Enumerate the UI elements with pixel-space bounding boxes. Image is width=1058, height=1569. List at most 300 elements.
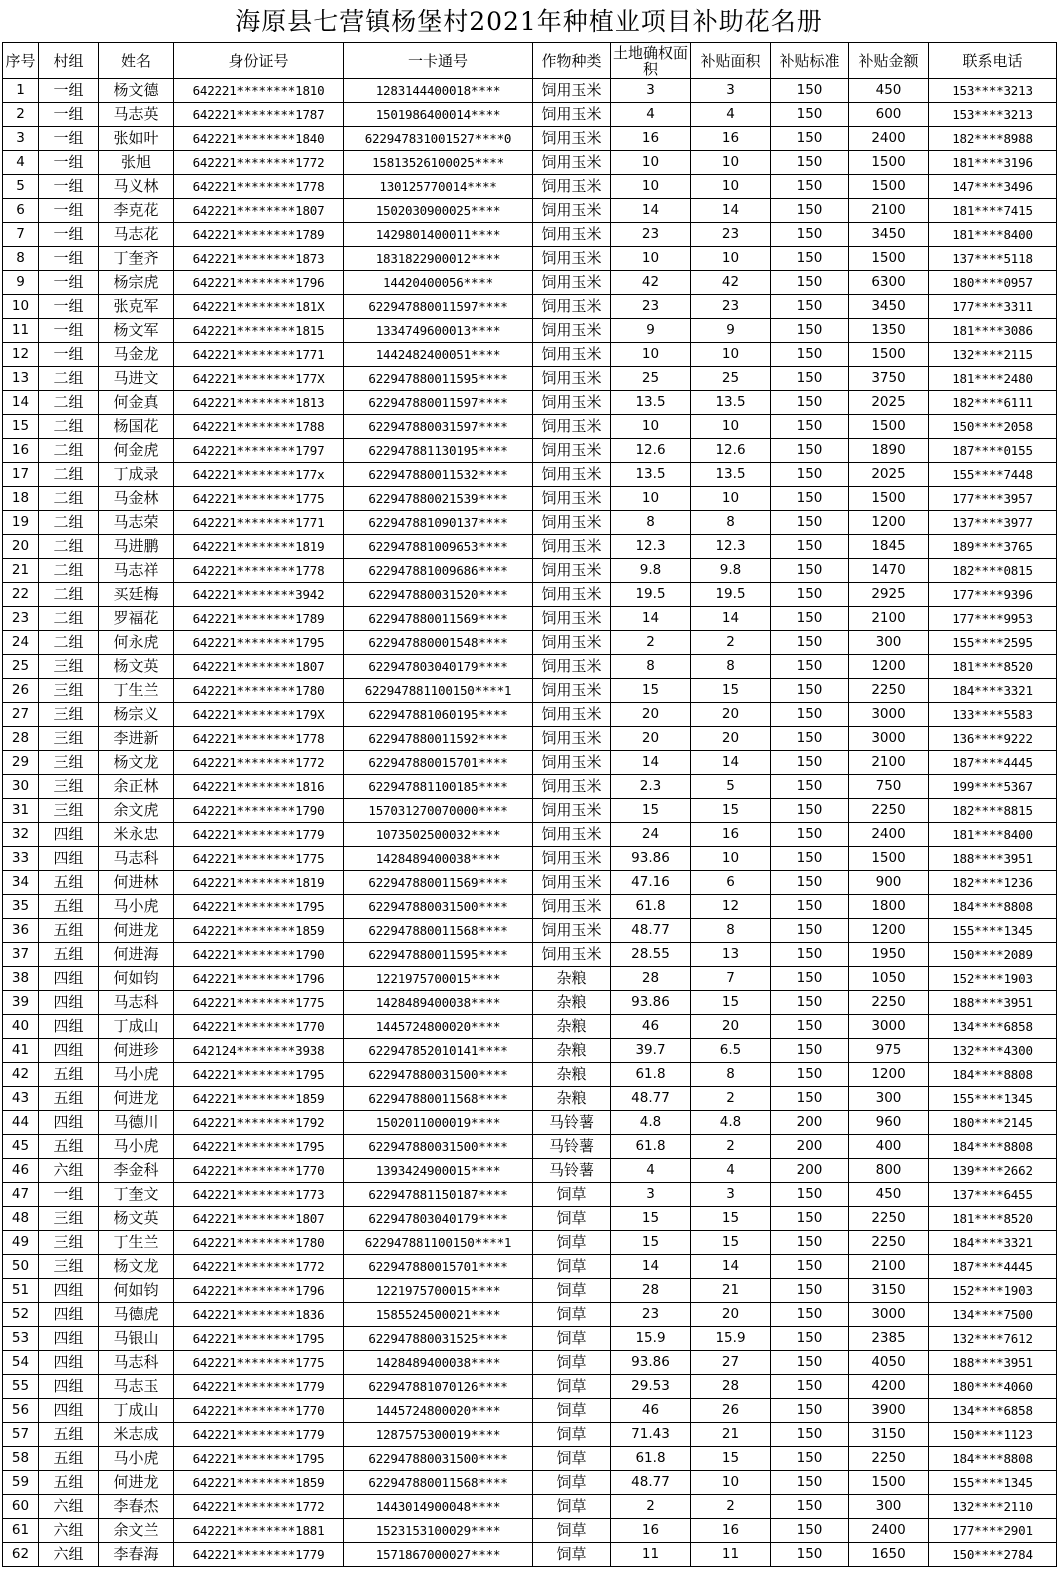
cell-id-number: 642221********177X: [174, 367, 344, 391]
cell-id-number: 642221********1859: [174, 1471, 344, 1495]
cell-name: 丁成山: [99, 1015, 174, 1039]
cell-subsidy-rate: 150: [771, 199, 849, 223]
cell-subsidy-area: 20: [691, 703, 771, 727]
col-header-subsidy-amount: 补贴金额: [849, 43, 929, 79]
cell-seq: 59: [3, 1471, 39, 1495]
cell-group: 四组: [39, 967, 99, 991]
cell-land-area: 39.7: [611, 1039, 691, 1063]
cell-subsidy-rate: 150: [771, 775, 849, 799]
cell-name: 杨宗虎: [99, 271, 174, 295]
cell-subsidy-area: 4.8: [691, 1111, 771, 1135]
cell-id-number: 642221********1770: [174, 1159, 344, 1183]
cell-land-area: 14: [611, 751, 691, 775]
cell-seq: 32: [3, 823, 39, 847]
cell-crop-type: 饲用玉米: [533, 199, 611, 223]
cell-subsidy-rate: 150: [771, 175, 849, 199]
cell-card-number: 1428489400038****: [344, 1351, 533, 1375]
cell-name: 李进新: [99, 727, 174, 751]
table-row: [3, 799, 1057, 823]
cell-subsidy-area: 2: [691, 1135, 771, 1159]
cell-phone: 180****2145: [929, 1111, 1057, 1135]
cell-subsidy-area: 10: [691, 343, 771, 367]
cell-phone: 182****0815: [929, 559, 1057, 583]
cell-card-number: 622947880011532****: [344, 463, 533, 487]
cell-id-number: 642221********1772: [174, 151, 344, 175]
cell-phone: 181****8400: [929, 223, 1057, 247]
cell-card-number: 622947880031500****: [344, 1135, 533, 1159]
table-row: [3, 1495, 1057, 1519]
cell-subsidy-amount: 4200: [849, 1375, 929, 1399]
cell-crop-type: 饲用玉米: [533, 343, 611, 367]
cell-subsidy-area: 3: [691, 79, 771, 103]
table-row: [3, 1087, 1057, 1111]
table-row: [3, 1303, 1057, 1327]
cell-name: 马志荣: [99, 511, 174, 535]
cell-name: 何如钧: [99, 1279, 174, 1303]
cell-seq: 15: [3, 415, 39, 439]
subsidy-table: [2, 42, 1057, 1567]
cell-subsidy-amount: 3450: [849, 295, 929, 319]
cell-land-area: 13.5: [611, 391, 691, 415]
cell-name: 马志玉: [99, 1375, 174, 1399]
cell-phone: 184****8808: [929, 1447, 1057, 1471]
cell-subsidy-area: 27: [691, 1351, 771, 1375]
cell-card-number: 157031270070000****: [344, 799, 533, 823]
cell-land-area: 10: [611, 415, 691, 439]
cell-phone: 150****2089: [929, 943, 1057, 967]
cell-phone: 155****1345: [929, 1471, 1057, 1495]
cell-name: 马义林: [99, 175, 174, 199]
cell-group: 五组: [39, 1135, 99, 1159]
cell-seq: 20: [3, 535, 39, 559]
cell-seq: 16: [3, 439, 39, 463]
cell-crop-type: 马铃薯: [533, 1111, 611, 1135]
cell-land-area: 11: [611, 1543, 691, 1567]
cell-subsidy-amount: 1500: [849, 175, 929, 199]
cell-phone: 177****9953: [929, 607, 1057, 631]
cell-crop-type: 饲用玉米: [533, 271, 611, 295]
cell-group: 三组: [39, 1207, 99, 1231]
cell-subsidy-amount: 3000: [849, 703, 929, 727]
cell-land-area: 16: [611, 1519, 691, 1543]
cell-subsidy-amount: 1800: [849, 895, 929, 919]
cell-subsidy-area: 19.5: [691, 583, 771, 607]
cell-card-number: 1283144400018****: [344, 79, 533, 103]
cell-card-number: 622947880001548****: [344, 631, 533, 655]
cell-subsidy-amount: 2100: [849, 1255, 929, 1279]
cell-name: 马志科: [99, 847, 174, 871]
cell-crop-type: 饲草: [533, 1495, 611, 1519]
cell-subsidy-amount: 1500: [849, 247, 929, 271]
cell-land-area: 20: [611, 727, 691, 751]
cell-card-number: 622947880031500****: [344, 1063, 533, 1087]
cell-subsidy-amount: 1500: [849, 415, 929, 439]
cell-land-area: 28: [611, 1279, 691, 1303]
cell-name: 丁奎齐: [99, 247, 174, 271]
cell-subsidy-area: 9.8: [691, 559, 771, 583]
cell-land-area: 23: [611, 223, 691, 247]
cell-subsidy-rate: 200: [771, 1111, 849, 1135]
cell-phone: 150****2784: [929, 1543, 1057, 1567]
cell-crop-type: 饲用玉米: [533, 367, 611, 391]
cell-subsidy-amount: 300: [849, 1087, 929, 1111]
cell-group: 五组: [39, 1087, 99, 1111]
cell-card-number: 622947881100150****1: [344, 679, 533, 703]
cell-land-area: 10: [611, 175, 691, 199]
cell-subsidy-area: 26: [691, 1399, 771, 1423]
cell-land-area: 8: [611, 655, 691, 679]
cell-phone: 132****2115: [929, 343, 1057, 367]
cell-subsidy-amount: 2100: [849, 607, 929, 631]
cell-land-area: 10: [611, 151, 691, 175]
cell-land-area: 71.43: [611, 1423, 691, 1447]
cell-id-number: 642221********1778: [174, 727, 344, 751]
cell-subsidy-rate: 150: [771, 727, 849, 751]
cell-name: 马志祥: [99, 559, 174, 583]
table-row: [3, 1423, 1057, 1447]
cell-group: 三组: [39, 655, 99, 679]
cell-crop-type: 饲用玉米: [533, 511, 611, 535]
cell-subsidy-amount: 2250: [849, 1207, 929, 1231]
cell-crop-type: 饲草: [533, 1399, 611, 1423]
cell-name: 马小虎: [99, 895, 174, 919]
cell-id-number: 642221********1790: [174, 799, 344, 823]
cell-card-number: 1287575300019****: [344, 1423, 533, 1447]
cell-group: 二组: [39, 487, 99, 511]
col-header-card-number: 一卡通号: [344, 43, 533, 79]
cell-subsidy-area: 13.5: [691, 391, 771, 415]
cell-group: 二组: [39, 559, 99, 583]
cell-subsidy-area: 8: [691, 919, 771, 943]
cell-card-number: 1445724800020****: [344, 1399, 533, 1423]
cell-group: 五组: [39, 871, 99, 895]
cell-card-number: 1502011000019****: [344, 1111, 533, 1135]
cell-subsidy-rate: 150: [771, 823, 849, 847]
cell-subsidy-area: 4: [691, 1159, 771, 1183]
cell-id-number: 642221********1775: [174, 991, 344, 1015]
cell-card-number: 1831822900012****: [344, 247, 533, 271]
cell-id-number: 642221********1770: [174, 1015, 344, 1039]
cell-crop-type: 饲草: [533, 1519, 611, 1543]
cell-subsidy-area: 10: [691, 415, 771, 439]
cell-subsidy-area: 10: [691, 247, 771, 271]
table-row: [3, 295, 1057, 319]
cell-seq: 52: [3, 1303, 39, 1327]
cell-crop-type: 饲用玉米: [533, 607, 611, 631]
cell-subsidy-amount: 3450: [849, 223, 929, 247]
cell-land-area: 4.8: [611, 1111, 691, 1135]
cell-subsidy-rate: 150: [771, 631, 849, 655]
cell-crop-type: 饲用玉米: [533, 415, 611, 439]
cell-subsidy-area: 15.9: [691, 1327, 771, 1351]
cell-group: 二组: [39, 607, 99, 631]
cell-crop-type: 饲用玉米: [533, 175, 611, 199]
cell-subsidy-area: 13: [691, 943, 771, 967]
cell-name: 何金真: [99, 391, 174, 415]
cell-seq: 10: [3, 295, 39, 319]
cell-subsidy-rate: 150: [771, 1543, 849, 1567]
cell-subsidy-area: 14: [691, 199, 771, 223]
cell-subsidy-rate: 150: [771, 751, 849, 775]
cell-subsidy-area: 23: [691, 295, 771, 319]
cell-subsidy-amount: 2250: [849, 679, 929, 703]
cell-crop-type: 饲用玉米: [533, 703, 611, 727]
cell-phone: 177****2901: [929, 1519, 1057, 1543]
cell-subsidy-amount: 4050: [849, 1351, 929, 1375]
cell-subsidy-amount: 1200: [849, 919, 929, 943]
cell-card-number: 622947880011597****: [344, 391, 533, 415]
cell-subsidy-area: 8: [691, 511, 771, 535]
cell-subsidy-area: 21: [691, 1423, 771, 1447]
cell-name: 丁生兰: [99, 1231, 174, 1255]
cell-phone: 181****3196: [929, 151, 1057, 175]
col-header-crop-type: 作物种类: [533, 43, 611, 79]
cell-subsidy-rate: 150: [771, 1015, 849, 1039]
cell-seq: 33: [3, 847, 39, 871]
cell-group: 一组: [39, 79, 99, 103]
cell-subsidy-rate: 150: [771, 223, 849, 247]
cell-phone: 133****5583: [929, 703, 1057, 727]
cell-seq: 56: [3, 1399, 39, 1423]
cell-seq: 2: [3, 103, 39, 127]
cell-phone: 177****9396: [929, 583, 1057, 607]
cell-group: 一组: [39, 271, 99, 295]
cell-group: 六组: [39, 1495, 99, 1519]
cell-phone: 180****4060: [929, 1375, 1057, 1399]
table-row: [3, 679, 1057, 703]
cell-subsidy-area: 28: [691, 1375, 771, 1399]
cell-crop-type: 杂粮: [533, 1015, 611, 1039]
cell-land-area: 93.86: [611, 847, 691, 871]
cell-group: 三组: [39, 679, 99, 703]
table-row: [3, 1255, 1057, 1279]
cell-subsidy-amount: 3000: [849, 1015, 929, 1039]
cell-seq: 18: [3, 487, 39, 511]
cell-phone: 137****6455: [929, 1183, 1057, 1207]
cell-subsidy-rate: 150: [771, 1039, 849, 1063]
cell-phone: 155****2595: [929, 631, 1057, 655]
cell-subsidy-rate: 150: [771, 1375, 849, 1399]
cell-land-area: 14: [611, 199, 691, 223]
cell-subsidy-area: 15: [691, 1207, 771, 1231]
cell-id-number: 642221********1795: [174, 631, 344, 655]
cell-group: 一组: [39, 343, 99, 367]
cell-group: 五组: [39, 919, 99, 943]
cell-name: 杨文英: [99, 1207, 174, 1231]
cell-subsidy-amount: 2100: [849, 751, 929, 775]
cell-seq: 3: [3, 127, 39, 151]
cell-phone: 181****8400: [929, 823, 1057, 847]
cell-group: 三组: [39, 1231, 99, 1255]
cell-subsidy-amount: 1950: [849, 943, 929, 967]
cell-subsidy-rate: 150: [771, 151, 849, 175]
cell-id-number: 642221********1836: [174, 1303, 344, 1327]
cell-land-area: 12.3: [611, 535, 691, 559]
cell-land-area: 10: [611, 247, 691, 271]
cell-seq: 25: [3, 655, 39, 679]
table-row: [3, 1543, 1057, 1567]
table-row: [3, 1015, 1057, 1039]
table-row: [3, 487, 1057, 511]
cell-land-area: 61.8: [611, 1135, 691, 1159]
cell-id-number: 642221********1859: [174, 1087, 344, 1111]
col-header-id-number: 身份证号: [174, 43, 344, 79]
cell-crop-type: 饲草: [533, 1207, 611, 1231]
cell-subsidy-rate: 150: [771, 1495, 849, 1519]
cell-seq: 58: [3, 1447, 39, 1471]
table-row: [3, 703, 1057, 727]
cell-crop-type: 杂粮: [533, 967, 611, 991]
cell-seq: 36: [3, 919, 39, 943]
cell-crop-type: 饲草: [533, 1351, 611, 1375]
cell-group: 一组: [39, 151, 99, 175]
cell-card-number: 1429801400011****: [344, 223, 533, 247]
cell-card-number: 622947881090137****: [344, 511, 533, 535]
cell-subsidy-rate: 150: [771, 247, 849, 271]
cell-name: 何金虎: [99, 439, 174, 463]
cell-phone: 184****3321: [929, 679, 1057, 703]
cell-seq: 21: [3, 559, 39, 583]
cell-subsidy-rate: 150: [771, 1303, 849, 1327]
cell-id-number: 642221********179X: [174, 703, 344, 727]
cell-card-number: 622947881060195****: [344, 703, 533, 727]
cell-land-area: 10: [611, 343, 691, 367]
cell-land-area: 25: [611, 367, 691, 391]
cell-subsidy-area: 10: [691, 847, 771, 871]
cell-subsidy-amount: 1050: [849, 967, 929, 991]
cell-name: 李金科: [99, 1159, 174, 1183]
cell-seq: 46: [3, 1159, 39, 1183]
cell-subsidy-area: 8: [691, 1063, 771, 1087]
col-header-subsidy-area: 补贴面积: [691, 43, 771, 79]
table-body: [3, 79, 1057, 1567]
cell-subsidy-area: 12.6: [691, 439, 771, 463]
cell-seq: 8: [3, 247, 39, 271]
cell-seq: 24: [3, 631, 39, 655]
table-row: [3, 127, 1057, 151]
cell-subsidy-rate: 150: [771, 967, 849, 991]
cell-subsidy-amount: 1500: [849, 847, 929, 871]
cell-land-area: 28: [611, 967, 691, 991]
cell-group: 四组: [39, 1375, 99, 1399]
cell-subsidy-amount: 2385: [849, 1327, 929, 1351]
cell-seq: 19: [3, 511, 39, 535]
cell-seq: 57: [3, 1423, 39, 1447]
cell-subsidy-amount: 1500: [849, 1471, 929, 1495]
cell-card-number: 622947880031500****: [344, 895, 533, 919]
cell-subsidy-rate: 150: [771, 1255, 849, 1279]
cell-card-number: 622947880031500****: [344, 1447, 533, 1471]
cell-subsidy-rate: 200: [771, 1135, 849, 1159]
cell-phone: 184****8808: [929, 1063, 1057, 1087]
cell-phone: 132****7612: [929, 1327, 1057, 1351]
cell-land-area: 15: [611, 1231, 691, 1255]
cell-subsidy-rate: 150: [771, 1399, 849, 1423]
cell-name: 马进文: [99, 367, 174, 391]
cell-card-number: 622947831001527****0: [344, 127, 533, 151]
cell-subsidy-amount: 1200: [849, 655, 929, 679]
cell-phone: 155****1345: [929, 919, 1057, 943]
table-row: [3, 1351, 1057, 1375]
cell-crop-type: 杂粮: [533, 1039, 611, 1063]
cell-land-area: 3: [611, 1183, 691, 1207]
cell-subsidy-area: 15: [691, 1447, 771, 1471]
cell-subsidy-rate: 150: [771, 799, 849, 823]
cell-land-area: 2: [611, 631, 691, 655]
cell-name: 马金龙: [99, 343, 174, 367]
cell-seq: 22: [3, 583, 39, 607]
cell-subsidy-rate: 150: [771, 1279, 849, 1303]
cell-card-number: 622947881150187****: [344, 1183, 533, 1207]
cell-card-number: 1501986400014****: [344, 103, 533, 127]
cell-id-number: 642221********1778: [174, 175, 344, 199]
cell-land-area: 46: [611, 1399, 691, 1423]
cell-subsidy-area: 6: [691, 871, 771, 895]
cell-subsidy-rate: 150: [771, 1519, 849, 1543]
table-row: [3, 535, 1057, 559]
cell-group: 二组: [39, 463, 99, 487]
cell-card-number: 1221975700015****: [344, 967, 533, 991]
cell-id-number: 642221********181X: [174, 295, 344, 319]
cell-name: 何进龙: [99, 1471, 174, 1495]
cell-subsidy-amount: 450: [849, 1183, 929, 1207]
cell-crop-type: 饲用玉米: [533, 871, 611, 895]
cell-id-number: 642221********1795: [174, 1063, 344, 1087]
table-row: [3, 943, 1057, 967]
cell-subsidy-amount: 1200: [849, 1063, 929, 1087]
cell-name: 马志花: [99, 223, 174, 247]
cell-group: 二组: [39, 415, 99, 439]
cell-name: 何如钧: [99, 967, 174, 991]
cell-subsidy-amount: 900: [849, 871, 929, 895]
cell-group: 一组: [39, 199, 99, 223]
cell-card-number: 1073502500032****: [344, 823, 533, 847]
cell-subsidy-rate: 150: [771, 439, 849, 463]
cell-id-number: 642221********1819: [174, 535, 344, 559]
cell-seq: 28: [3, 727, 39, 751]
cell-name: 马小虎: [99, 1063, 174, 1087]
cell-card-number: 1445724800020****: [344, 1015, 533, 1039]
cell-seq: 27: [3, 703, 39, 727]
cell-card-number: 622947880031597****: [344, 415, 533, 439]
table-row: [3, 655, 1057, 679]
cell-phone: 134****6858: [929, 1015, 1057, 1039]
cell-name: 余文虎: [99, 799, 174, 823]
cell-subsidy-area: 8: [691, 655, 771, 679]
cell-subsidy-rate: 150: [771, 391, 849, 415]
cell-group: 四组: [39, 991, 99, 1015]
cell-name: 丁生兰: [99, 679, 174, 703]
cell-subsidy-amount: 1200: [849, 511, 929, 535]
cell-name: 米永忠: [99, 823, 174, 847]
cell-subsidy-amount: 3000: [849, 1303, 929, 1327]
cell-subsidy-area: 10: [691, 175, 771, 199]
cell-id-number: 642221********1797: [174, 439, 344, 463]
cell-subsidy-area: 2: [691, 1087, 771, 1111]
cell-crop-type: 饲草: [533, 1375, 611, 1399]
cell-seq: 50: [3, 1255, 39, 1279]
cell-phone: 147****3496: [929, 175, 1057, 199]
cell-land-area: 15: [611, 679, 691, 703]
table-row: [3, 415, 1057, 439]
cell-subsidy-rate: 150: [771, 511, 849, 535]
cell-group: 二组: [39, 631, 99, 655]
cell-id-number: 642221********1881: [174, 1519, 344, 1543]
cell-id-number: 642221********1779: [174, 823, 344, 847]
cell-land-area: 23: [611, 1303, 691, 1327]
cell-crop-type: 杂粮: [533, 1063, 611, 1087]
cell-crop-type: 饲草: [533, 1471, 611, 1495]
